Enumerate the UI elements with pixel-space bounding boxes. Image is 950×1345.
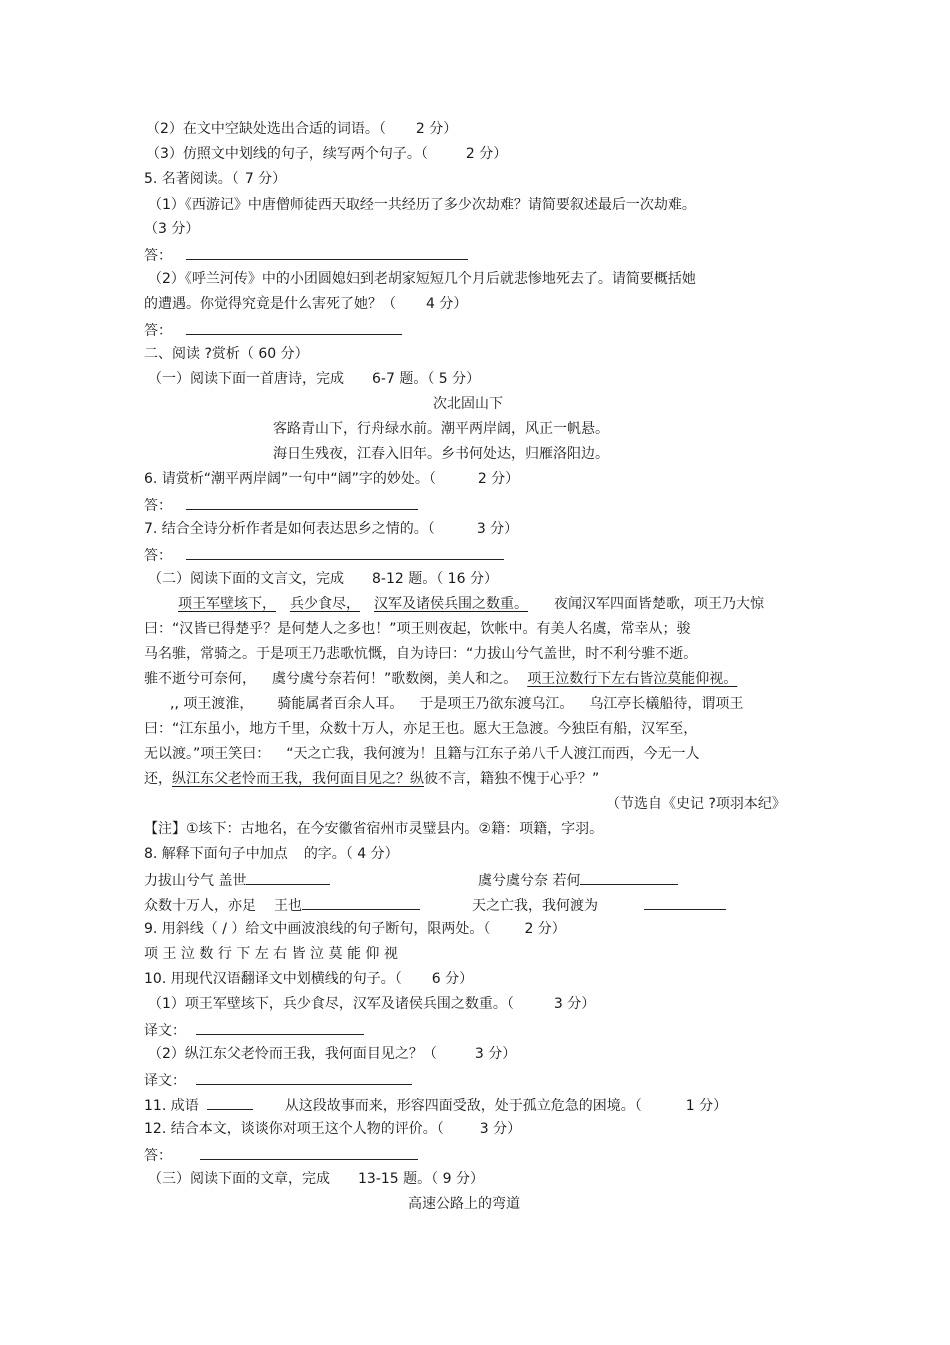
answer-blank[interactable] [580, 870, 678, 885]
question-7: 7. 结合全诗分析作者是如何表达思乡之情的。（ 3 分） [144, 521, 519, 537]
passage-line-4: 骓不逝兮可奈何， 虞兮虞兮奈若何！”歌数阕，美人和之。 项王泣数行下左右皆泣莫能仰视。 [144, 671, 738, 687]
passage-source: （节选自《史记 ?项羽本纪》 [606, 796, 786, 812]
question-5-2: （2）《呼兰河传》中的小团圆媳妇到老胡家短短几个月后就悲惨地死去了。请简要概括她 [148, 271, 696, 287]
question-10: 10. 用现代汉语翻译文中划横线的句子。（ 6 分） [144, 971, 474, 987]
answer-blank[interactable] [186, 545, 504, 560]
answer-blank[interactable] [196, 1070, 412, 1085]
section-2-heading: 二、阅读 ?赏析（ 60 分） [144, 346, 309, 362]
passage-line-3: 马名骓，常骑之。于是项王乃悲歌忼慨，自为诗曰：“力拔山兮气盖世，时不利兮骓不逝。 [144, 646, 698, 662]
answer-line-12: 答： [144, 1145, 418, 1165]
question-5-1: （1）《西游记》中唐僧师徒西天取经一共经历了多少次劫难？请简要叙述最后一次劫难。 [148, 197, 696, 213]
poem-line-2: 海日生残夜，江春入旧年。乡书何处达，归雁洛阳边。 [273, 446, 609, 462]
answer-blank[interactable] [302, 895, 420, 910]
poem-line-1: 客路青山下，行舟绿水前。潮平两岸阔，风正一帆悬。 [273, 421, 609, 437]
question-8: 8. 解释下面句子中加点 的字。（ 4 分） [144, 846, 399, 862]
question-10-1: （1）项王军壁垓下，兵少食尽，汉军及诸侯兵围之数重。（ 3 分） [148, 996, 596, 1012]
question-12: 12. 结合本文，谈谈你对项王这个人物的评价。（ 3 分） [144, 1121, 522, 1137]
passage-line-5: ,, 项王渡淮， 骑能属者百余人耳。 于是项王乃欲东渡乌江。 乌江亭长檥船待，谓项王 [170, 696, 744, 712]
part-1-heading: （一）阅读下面一首唐诗，完成 6-7 题。（ 5 分） [148, 371, 481, 387]
translation-line-2: 译文： [144, 1070, 412, 1090]
part-2-heading: （二）阅读下面的文言文，完成 8-12 题。（ 16 分） [148, 571, 498, 587]
article-title: 高速公路上的弯道 [408, 1196, 520, 1212]
question-5: 5. 名著阅读。（ 7 分） [144, 171, 287, 187]
answer-line-6: 答： [144, 495, 418, 515]
passage-note: 【注】①垓下：古地名，在今安徽省宿州市灵璧县内。②籍：项籍，字羽。 [144, 821, 604, 837]
answer-blank[interactable] [196, 1020, 364, 1035]
question-5-1-points: （3 分） [144, 221, 200, 237]
question-8-item-c: 众数十万人，亦足 王也 [144, 895, 420, 915]
question-5-2-cont: 的遭遇。你觉得究竟是什么害死了她？（ 4 分） [144, 296, 468, 312]
question-9-text: 项 王 泣 数 行 下 左 右 皆 泣 莫 能 仰 视 [144, 946, 398, 962]
answer-blank[interactable] [186, 495, 418, 510]
answer-line-5-2: 答： [144, 320, 402, 340]
question-9: 9. 用斜线（ / ）给文中画波浪线的句子断句，限两处。（ 2 分） [144, 921, 566, 937]
passage-line-8: 还，纵江东父老怜而王我，我何面目见之？纵彼不言，籍独不愧于心乎？” [144, 771, 600, 787]
question-4-2: （2）在文中空缺处选出合适的词语。（ 2 分） [146, 121, 458, 137]
question-8-item-b: 虞兮虞兮奈 若何 [478, 870, 678, 890]
answer-blank[interactable] [200, 1145, 418, 1160]
question-6: 6. 请赏析“潮平两岸阔”一句中“阔”字的妙处。（ 2 分） [144, 471, 520, 487]
question-4-3: （3）仿照文中划线的句子，续写两个句子。（ 2 分） [146, 146, 508, 162]
answer-blank[interactable] [207, 1095, 253, 1110]
question-8-item-d: 天之亡我，我何渡为 [472, 895, 726, 915]
passage-line-7: 无以渡。”项王笑曰： “天之亡我，我何渡为！且籍与江东子弟八千人渡江而西，今无一人 [144, 746, 700, 762]
poem-title: 次北固山下 [433, 396, 503, 412]
answer-blank[interactable] [186, 320, 402, 335]
question-8-item-a: 力拔山兮气 盖世 [144, 870, 330, 890]
passage-line-6: 曰：“江东虽小，地方千里，众数十万人，亦足王也。愿大王急渡。今独臣有船，汉军至， [144, 721, 698, 737]
answer-blank[interactable] [644, 895, 726, 910]
wavy-underlined-sentence: 项王泣数行下左右皆泣莫能仰视。 [527, 671, 738, 687]
passage-line-1: 项王军壁垓下， 兵少食尽， 汉军及诸侯兵围之数重。 夜闻汉军四面皆楚歌，项王乃大惊 [178, 596, 764, 612]
answer-blank[interactable] [246, 870, 330, 885]
question-11: 11. 成语 从这段故事而来，形容四面受敌，处于孤立危急的困境。（ 1 分） [144, 1095, 727, 1115]
passage-line-2: 曰：“汉皆已得楚乎？是何楚人之多也！”项王则夜起，饮帐中。有美人名虞，常幸从；骏 [144, 621, 691, 637]
answer-line-5-1: 答： [144, 245, 468, 265]
answer-blank[interactable] [186, 245, 468, 260]
translation-line-1: 译文： [144, 1020, 364, 1040]
question-10-2: （2）纵江东父老怜而王我，我何面目见之？（ 3 分） [148, 1046, 517, 1062]
part-3-heading: （三）阅读下面的文章，完成 13-15 题。（ 9 分） [148, 1171, 484, 1187]
answer-line-7: 答： [144, 545, 504, 565]
